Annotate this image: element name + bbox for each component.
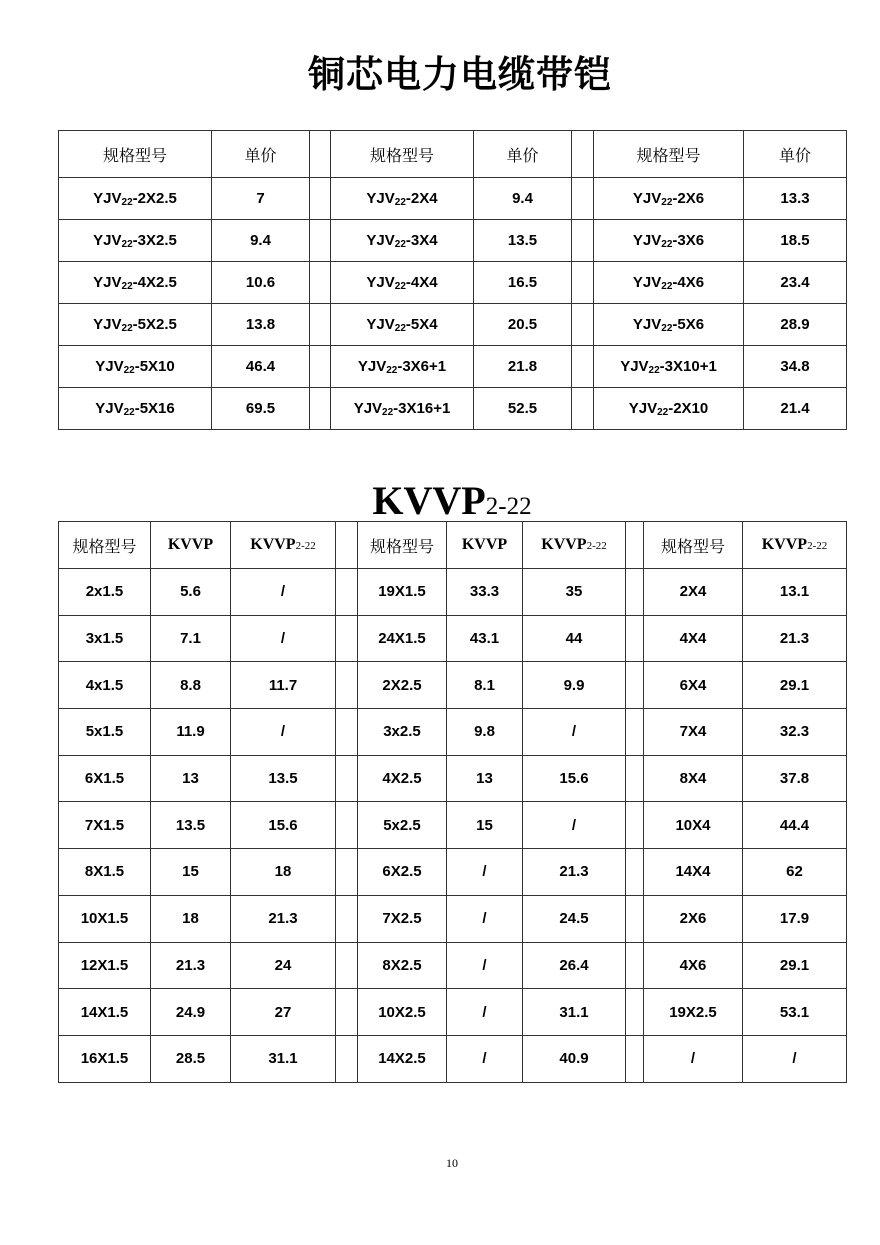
cable-spec: 7X2.5 — [358, 895, 447, 942]
kvvp-price: 13.5 — [151, 802, 231, 849]
column-gap — [572, 388, 594, 430]
column-gap — [310, 220, 331, 262]
header-price: 单价 — [212, 131, 310, 178]
kvvp-price: 11.9 — [151, 709, 231, 756]
cable-price: 10.6 — [212, 262, 310, 304]
cable-spec — [331, 346, 474, 388]
cable-price: 69.5 — [212, 388, 310, 430]
header-kvvp22-main: KVVP — [541, 536, 587, 553]
spec-base: YJV — [632, 315, 662, 333]
column-gap — [626, 522, 644, 569]
kvvp-price: 28.5 — [151, 1035, 231, 1082]
spec-rest: -3X16+1 — [393, 399, 451, 417]
kvvp22-price: 21.3 — [523, 849, 626, 896]
header-kvvp: KVVP — [151, 522, 231, 569]
column-gap — [626, 755, 644, 802]
spec-base: YJV — [366, 273, 395, 291]
column-gap — [310, 346, 331, 388]
column-gap — [310, 262, 331, 304]
kvvp22-price: 15.6 — [523, 755, 626, 802]
kvvp-price: 21.3 — [151, 942, 231, 989]
spec-base: YJV — [93, 273, 122, 291]
cable-spec — [59, 178, 212, 220]
cable-spec — [59, 220, 212, 262]
column-gap — [336, 989, 358, 1036]
cable-spec: 8X2.5 — [358, 942, 447, 989]
kvvp22-price: / — [231, 709, 336, 756]
table-row — [59, 942, 847, 989]
cable-spec: 4X2.5 — [358, 755, 447, 802]
spec-rest: -2X4 — [405, 189, 438, 207]
column-gap — [626, 709, 644, 756]
cable-spec: 5x2.5 — [358, 802, 447, 849]
column-gap — [626, 615, 644, 662]
kvvp-price: 43.1 — [447, 615, 523, 662]
kvvp22-price: 24 — [231, 942, 336, 989]
cable-price: 7 — [212, 178, 310, 220]
spec-subscript: 22 — [394, 196, 406, 208]
cable-spec: 14X4 — [644, 849, 743, 896]
table-row — [59, 304, 847, 346]
spec-base: YJV — [632, 273, 662, 291]
header-kvvp22-sub: 2-22 — [807, 540, 828, 552]
spec-rest: -4X2.5 — [132, 273, 177, 291]
kvvp22-price: 44 — [523, 615, 626, 662]
kvvp22-price: 31.1 — [231, 1035, 336, 1082]
kvvp22-price: 21.3 — [743, 615, 847, 662]
spec-base: YJV — [353, 399, 383, 417]
cable-spec: 2x1.5 — [59, 569, 151, 616]
spec-subscript: 22 — [648, 364, 660, 376]
cable-spec: 2X4 — [644, 569, 743, 616]
header-spec: 规格型号 — [331, 131, 474, 178]
table-row — [59, 569, 847, 616]
cable-spec: / — [644, 1035, 743, 1082]
cable-spec: 19X2.5 — [644, 989, 743, 1036]
header-kvvp22 — [523, 522, 626, 569]
cable-spec: 24X1.5 — [358, 615, 447, 662]
spec-base: YJV — [93, 231, 122, 249]
kvvp-price: / — [447, 1035, 523, 1082]
spec-rest: -3X6 — [672, 231, 705, 249]
cable-spec: 10X2.5 — [358, 989, 447, 1036]
table-header-row — [59, 522, 847, 569]
header-kvvp22-sub: 2-22 — [586, 540, 607, 552]
column-gap — [310, 304, 331, 346]
kvvp22-price: / — [231, 615, 336, 662]
section-title-kvvp — [0, 477, 880, 524]
header-spec: 规格型号 — [59, 131, 212, 178]
kvvp22-price: 21.3 — [231, 895, 336, 942]
spec-base: YJV — [93, 315, 122, 333]
kvvp22-price: 13.1 — [743, 569, 847, 616]
spec-subscript: 22 — [382, 406, 394, 418]
cable-spec: 6X4 — [644, 662, 743, 709]
kvvp-price: 13 — [151, 755, 231, 802]
cable-spec — [59, 304, 212, 346]
cable-spec — [331, 262, 474, 304]
header-kvvp22 — [231, 522, 336, 569]
spec-rest: -3X4 — [405, 231, 438, 249]
kvvp22-price: 18 — [231, 849, 336, 896]
cable-price: 9.4 — [212, 220, 310, 262]
kvvp22-price: 17.9 — [743, 895, 847, 942]
column-gap — [336, 569, 358, 616]
cable-spec — [331, 178, 474, 220]
kvvp22-price: 9.9 — [523, 662, 626, 709]
section-title-sub: 2-22 — [485, 493, 532, 520]
column-gap — [336, 755, 358, 802]
column-gap — [336, 942, 358, 989]
column-gap — [336, 615, 358, 662]
table-header-row — [59, 131, 847, 178]
spec-subscript: 22 — [394, 238, 406, 250]
cable-price: 13.5 — [474, 220, 572, 262]
spec-rest: -2X10 — [668, 399, 709, 417]
page-number: 10 — [446, 1156, 458, 1170]
header-kvvp22-main: KVVP — [250, 536, 296, 553]
column-gap — [572, 346, 594, 388]
cable-spec — [594, 388, 744, 430]
kvvp22-price: 35 — [523, 569, 626, 616]
cable-price: 52.5 — [474, 388, 572, 430]
spec-base: YJV — [366, 231, 395, 249]
cable-spec — [331, 220, 474, 262]
column-gap — [336, 895, 358, 942]
spec-rest: -5X4 — [405, 315, 438, 333]
kvvp-price: / — [447, 989, 523, 1036]
cable-spec: 4X6 — [644, 942, 743, 989]
spec-rest: -3X2.5 — [132, 231, 177, 249]
header-kvvp: KVVP — [447, 522, 523, 569]
header-price: 单价 — [474, 131, 572, 178]
spec-subscript: 22 — [123, 364, 135, 376]
spec-rest: -3X6+1 — [397, 357, 447, 375]
kvvp-price-table — [58, 521, 847, 1083]
cable-price: 23.4 — [744, 262, 847, 304]
spec-base: YJV — [95, 399, 124, 417]
spec-subscript: 22 — [121, 322, 133, 334]
kvvp22-price: 11.7 — [231, 662, 336, 709]
cable-price: 20.5 — [474, 304, 572, 346]
column-gap — [572, 131, 594, 178]
spec-subscript: 22 — [394, 322, 406, 334]
kvvp22-price: 44.4 — [743, 802, 847, 849]
cable-spec: 4x1.5 — [59, 662, 151, 709]
kvvp-price: / — [447, 849, 523, 896]
cable-spec: 12X1.5 — [59, 942, 151, 989]
cable-spec: 3x2.5 — [358, 709, 447, 756]
column-gap — [626, 942, 644, 989]
column-gap — [626, 989, 644, 1036]
kvvp-price: 7.1 — [151, 615, 231, 662]
table-row — [59, 262, 847, 304]
spec-rest: -2X6 — [672, 189, 705, 207]
cable-spec: 16X1.5 — [59, 1035, 151, 1082]
spec-rest: -2X2.5 — [132, 189, 177, 207]
table-row — [59, 802, 847, 849]
cable-price: 9.4 — [474, 178, 572, 220]
column-gap — [310, 131, 331, 178]
cable-spec: 6X1.5 — [59, 755, 151, 802]
spec-base: YJV — [632, 189, 662, 207]
kvvp22-price: 62 — [743, 849, 847, 896]
cable-spec — [594, 304, 744, 346]
kvvp22-price: 27 — [231, 989, 336, 1036]
header-kvvp22-main: KVVP — [761, 536, 808, 553]
column-gap — [336, 802, 358, 849]
spec-base: YJV — [620, 357, 649, 375]
kvvp22-price: 31.1 — [523, 989, 626, 1036]
kvvp-price: / — [447, 895, 523, 942]
cable-spec — [594, 178, 744, 220]
column-gap — [626, 569, 644, 616]
table-row — [59, 849, 847, 896]
spec-rest: -3X10+1 — [659, 357, 717, 375]
table-row — [59, 615, 847, 662]
spec-subscript: 22 — [394, 280, 406, 292]
spec-subscript: 22 — [121, 238, 133, 250]
cable-spec: 10X4 — [644, 802, 743, 849]
column-gap — [310, 388, 331, 430]
table-row — [59, 178, 847, 220]
cable-spec: 19X1.5 — [358, 569, 447, 616]
cable-spec: 7X4 — [644, 709, 743, 756]
column-gap — [572, 178, 594, 220]
kvvp22-price: 13.5 — [231, 755, 336, 802]
kvvp22-price: 29.1 — [743, 942, 847, 989]
spec-base: YJV — [366, 315, 395, 333]
section-title-main: KVVP — [372, 478, 486, 523]
column-gap — [626, 895, 644, 942]
cable-spec: 3x1.5 — [59, 615, 151, 662]
table-row — [59, 755, 847, 802]
spec-base: YJV — [357, 357, 387, 375]
kvvp-price: / — [447, 942, 523, 989]
header-spec: 规格型号 — [59, 522, 151, 569]
column-gap — [336, 662, 358, 709]
cable-spec: 2X2.5 — [358, 662, 447, 709]
column-gap — [572, 220, 594, 262]
cable-spec: 8X1.5 — [59, 849, 151, 896]
page-title: 铜芯电力电缆带铠 — [308, 53, 612, 96]
spec-base: YJV — [628, 399, 658, 417]
table-row — [59, 662, 847, 709]
column-gap — [336, 1035, 358, 1082]
header-kvvp22-sub: 2-22 — [295, 540, 316, 552]
table-row — [59, 895, 847, 942]
spec-subscript: 22 — [121, 280, 133, 292]
kvvp22-price: / — [523, 709, 626, 756]
cable-spec — [59, 262, 212, 304]
cable-spec — [331, 304, 474, 346]
cable-spec — [594, 220, 744, 262]
spec-rest: -5X10 — [134, 357, 175, 375]
spec-subscript: 22 — [661, 322, 673, 334]
kvvp-price: 8.1 — [447, 662, 523, 709]
cable-price: 46.4 — [212, 346, 310, 388]
kvvp22-price: 24.5 — [523, 895, 626, 942]
cable-spec: 5x1.5 — [59, 709, 151, 756]
kvvp-price: 24.9 — [151, 989, 231, 1036]
column-gap — [626, 802, 644, 849]
table-row — [59, 989, 847, 1036]
spec-base: YJV — [366, 189, 395, 207]
header-spec: 规格型号 — [358, 522, 447, 569]
cable-price: 13.3 — [744, 178, 847, 220]
cable-spec: 10X1.5 — [59, 895, 151, 942]
cable-spec: 6X2.5 — [358, 849, 447, 896]
cable-spec: 8X4 — [644, 755, 743, 802]
header-kvvp22 — [743, 522, 847, 569]
cable-spec: 14X1.5 — [59, 989, 151, 1036]
column-gap — [572, 304, 594, 346]
header-spec: 规格型号 — [594, 131, 744, 178]
spec-rest: -5X16 — [134, 399, 175, 417]
column-gap — [336, 522, 358, 569]
kvvp-price: 18 — [151, 895, 231, 942]
spec-subscript: 22 — [121, 196, 133, 208]
table-row — [59, 1035, 847, 1082]
cable-spec — [594, 346, 744, 388]
column-gap — [626, 1035, 644, 1082]
kvvp22-price: 53.1 — [743, 989, 847, 1036]
cable-spec — [331, 388, 474, 430]
cable-spec — [59, 346, 212, 388]
column-gap — [626, 662, 644, 709]
kvvp22-price: 29.1 — [743, 662, 847, 709]
spec-rest: -5X2.5 — [132, 315, 177, 333]
header-spec: 规格型号 — [644, 522, 743, 569]
cable-price: 21.4 — [744, 388, 847, 430]
column-gap — [310, 178, 331, 220]
cable-price: 16.5 — [474, 262, 572, 304]
kvvp22-price: / — [743, 1035, 847, 1082]
cable-price: 21.8 — [474, 346, 572, 388]
spec-base: YJV — [95, 357, 124, 375]
cable-spec: 7X1.5 — [59, 802, 151, 849]
spec-subscript: 22 — [657, 406, 669, 418]
kvvp22-price: 40.9 — [523, 1035, 626, 1082]
kvvp22-price: 26.4 — [523, 942, 626, 989]
cable-spec: 14X2.5 — [358, 1035, 447, 1082]
spec-base: YJV — [632, 231, 662, 249]
table-row — [59, 346, 847, 388]
kvvp22-price: 15.6 — [231, 802, 336, 849]
kvvp-price: 13 — [447, 755, 523, 802]
header-price: 单价 — [744, 131, 847, 178]
kvvp22-price: 32.3 — [743, 709, 847, 756]
table-row — [59, 709, 847, 756]
spec-subscript: 22 — [661, 238, 673, 250]
spec-rest: -4X4 — [405, 273, 438, 291]
spec-subscript: 22 — [123, 406, 135, 418]
armored-cable-price-table — [58, 130, 847, 430]
kvvp-price: 15 — [151, 849, 231, 896]
kvvp22-price: / — [523, 802, 626, 849]
kvvp-price: 33.3 — [447, 569, 523, 616]
cable-price: 13.8 — [212, 304, 310, 346]
table-row — [59, 388, 847, 430]
spec-rest: -5X6 — [672, 315, 705, 333]
cable-price: 28.9 — [744, 304, 847, 346]
cable-spec: 4X4 — [644, 615, 743, 662]
column-gap — [336, 849, 358, 896]
column-gap — [626, 849, 644, 896]
kvvp-price: 5.6 — [151, 569, 231, 616]
cable-price: 34.8 — [744, 346, 847, 388]
table-row — [59, 220, 847, 262]
column-gap — [572, 262, 594, 304]
cable-spec — [59, 388, 212, 430]
kvvp22-price: / — [231, 569, 336, 616]
cable-spec — [594, 262, 744, 304]
spec-base: YJV — [93, 189, 122, 207]
spec-subscript: 22 — [386, 364, 398, 376]
kvvp22-price: 37.8 — [743, 755, 847, 802]
spec-rest: -4X6 — [672, 273, 705, 291]
cable-price: 18.5 — [744, 220, 847, 262]
cable-spec: 2X6 — [644, 895, 743, 942]
kvvp-price: 9.8 — [447, 709, 523, 756]
spec-subscript: 22 — [661, 196, 673, 208]
spec-subscript: 22 — [661, 280, 673, 292]
column-gap — [336, 709, 358, 756]
kvvp-price: 8.8 — [151, 662, 231, 709]
kvvp-price: 15 — [447, 802, 523, 849]
